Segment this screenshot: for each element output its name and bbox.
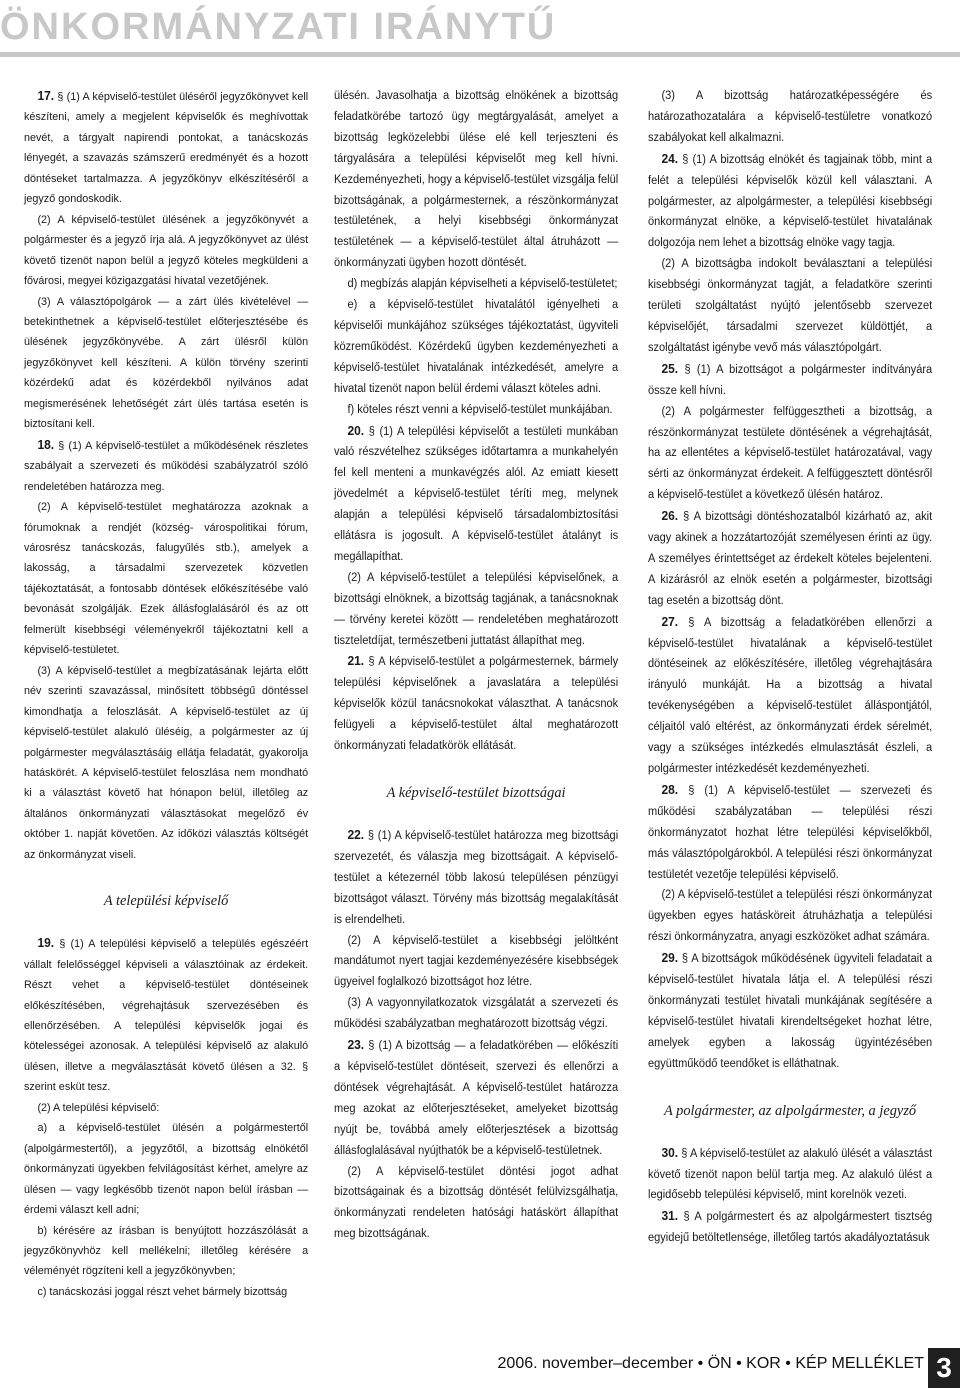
section-number: 18.	[37, 437, 55, 452]
paragraph-text: § A képviselő-testület a polgármesternek, bármely települési képviselőnek a javaslatára a települési képviselők közül tanácsnokokat választhat. A tanácsnok felügyeli a képviselő-testület által meghatározott önkormányzati feladatkörök ellátását.	[334, 656, 619, 753]
paragraph: a) a képviselő-testület ülésén a polgármestertől (alpolgármestertől), a jegyzőtől, a bizottság elnökétől önkormányzati ügyekben felvilágosítást kérhet, amelyre az ülésen — vagy legkésőbb tizenöt napon belül írásban — érdemi választ kell adni;	[24, 1122, 309, 1217]
paragraph	[648, 948, 932, 1074]
paragraph	[24, 435, 308, 497]
paragraph: (2) A képviselő-testület ülésének a jegyzőkönyvét a polgármester és a jegyző írja alá. A jegyzőkönyvet az ülést követő tizenöt napon belül a jegyző köteles megküldeni a fővárosi, megyei közigazgatási hivatal vezetőjének.	[24, 213, 309, 288]
section-number: 17.	[37, 89, 55, 103]
paragraph	[334, 651, 618, 757]
section-heading: A települési képviselő	[103, 893, 229, 910]
section-number: 22.	[347, 828, 365, 842]
paragraph: (3) A választópolgárok — a zárt ülés kivételével — betekinthetnek a képviselő-testület előterjesztésébe és ülésének jegyzőkönyvébe. A zárt ülésről külön jegyzőkönyvet kell készíteni. A külön törvény szerinti közérdekű adat és közérdekből nyilvános adat megismerésének lehetőségét zárt ülés tartása esetén is biztosítani kell.	[24, 295, 309, 431]
page-number: 3	[928, 1348, 960, 1388]
paragraph: (2) A polgármester felfüggesztheti a bizottság, a részönkormányzat testülete döntésének a végrehajtását, ha az ellentétes a képviselő-testület határozatával, vagy sérti az önkormányzat érdekeit. A felfüggesztett döntésről a képviselő-testület a következő ülésén határoz.	[648, 405, 933, 502]
paragraph: (2) A bizottságba indokolt beválasztani a települési kisebbségi önkormányzat tagját, a feladatköre szerinti területi szolgáltatást nyújtó jelentősebb szervezet képviselőjét, társadalmi szervezet küldöttjét, a szolgáltatást igénybe vevő más választópolgárt.	[648, 258, 933, 354]
section-heading: A polgármester, az alpolgármester, a jegyző	[664, 1102, 917, 1119]
paragraph-text: § (1) A települési képviselőt a testületi munkában való részvételhez szükséges időtartamra a munkahelyén fel kell menteni a munkavégzés alól. Az emiatt kiesett jövedelmét a képviselő-testület téríti meg, melynek alapján a települési képviselő társadalombiztosítási ellátásra is jogosult. A képviselő-testület átalányt is megállapíthat.	[334, 425, 619, 563]
paragraph: f) köteles részt venni a képviselő-testület munkájában.	[347, 403, 613, 416]
text-column-3	[648, 86, 932, 1249]
paragraph: (3) A bizottság határozatképességére és határozathozatalára a képviselő-testületre vonatkozó szabályokat kell alkalmazni.	[648, 90, 933, 144]
paragraph-text: § A képviselő-testület az alakuló ülését a választást követő tizenöt napon belül tartja meg. Az alakuló ülést a legidősebb települési képviselő, mint korelnök vezeti.	[648, 1147, 933, 1202]
section-number: 25.	[661, 361, 679, 376]
page-header-title: ÖNKORMÁNYZATI IRÁNYTŰ	[0, 6, 557, 48]
paragraph	[648, 359, 932, 402]
paragraph: (2) A képviselő-testület a települési képviselőnek, a bizottsági elnöknek, a bizottság tagjának, a tanácsnoknak — törvény keretei között — rendeletében meghatározott tiszteletdíjat, természetbeni juttatást állapíthat meg.	[334, 571, 619, 647]
paragraph	[334, 825, 618, 931]
paragraph: c) tanácskozási joggal részt vehet bármely bizottság	[37, 1285, 288, 1298]
paragraph	[24, 86, 308, 210]
paragraph-text: § (1) A képviselő-testület üléséről jegyzőkönyvet kell készíteni, amely a megjelent képviselők és meghívottak nevét, a tárgyalt napirendi pontokat, a tanácskozás lényegét, a szavazás számszerű eredményét és a hozott döntéseket tartalmazza. A jegyzőkönyv elkészítéséről a jegyző gondoskodik.	[24, 91, 309, 206]
paragraph: (2) A képviselő-testület döntési jogot adhat bizottságainak és a bizottság döntését felülvizsgálhatja, önkormányzati rendeleten hatósági hatáskört állapíthat meg bizottságának.	[334, 1165, 619, 1241]
paragraph	[648, 612, 932, 780]
paragraph-text: § (1) A képviselő-testület a működésének részletes szabályait a szervezeti és működési szabályzatról szóló rendeletében határozza meg.	[24, 439, 309, 493]
paragraph: b) kérésére az írásban is benyújtott hozzászólását a jegyzőkönyvhöz kell mellékelni; illetőleg kérésére a véleményét rögzíteni kell a jegyzőkönyvben;	[24, 1224, 309, 1278]
paragraph	[24, 933, 308, 1098]
paragraph	[648, 780, 932, 886]
paragraph-text: § (1) A bizottság elnökét és tagjainak több, mint a felét a települési képviselők közül kell választani. A polgármester, az alpolgármester, a települési kisebbségi önkormányzat elnöke, a képviselő-testület hivatalának dolgozója nem lehet a bizottság elnöke vagy tagja.	[648, 153, 933, 250]
paragraph-text: § A bizottság a feladatkörében ellenőrzi a képviselő-testület hivatalának a képviselő-testület döntéseinek az előkészítésére, illetőleg végrehajtására irányuló munkáját. Ha a bizottság a hivatal tevékenységében a képviselő-testület álláspontjától, céljaitól való eltérést, az önkormányzati érdek sérelmét, vagy a szükséges intézkedés elmulasztását észleli, a polgármester intézkedését kezdeményezheti.	[648, 616, 933, 775]
paragraph: (3) A képviselő-testület a megbízatásának lejárta előtt név szerinti szavazással, minősített többségű döntéssel kimondhatja a feloszlását. A képviselő-testület az új képviselő-testület alakuló üléséig, a polgármester az új polgármester megválasztásáig ellátja feladatát, gyakorolja hatáskörét. A képviselő-testület feloszlása nem mondható ki a választást követő hat hónapon belül, illetőleg az általános önkormányzati választásokat megelőző év október 1. napját követően. Az időközi választás költségét az önkormányzat viseli.	[24, 664, 309, 861]
section-number: 21.	[347, 654, 365, 669]
paragraph: (2) A képviselő-testület a települési részi önkormányzat ügyekben egyes hatásköreit átruházhatja a települési részi önkormányzatra, anyagi eszközöket adhat számára.	[648, 889, 933, 944]
paragraph	[648, 149, 932, 255]
section-number: 19.	[37, 936, 55, 951]
section-number: 23.	[347, 1038, 365, 1053]
paragraph	[334, 1035, 618, 1161]
header-rule	[0, 52, 960, 57]
paragraph: e) a képviselő-testület hivatalától igényelheti a képviselői munkájához szükséges tájékoztatást, ügyviteli közreműködést. Közérdekű ügyben kezdeményezheti a képviselő-testület hivatalának intézkedését, amelyre a hivatal tizenöt napon belül érdemi választ köteles adni.	[334, 299, 619, 395]
paragraph-text: § (1) A bizottságot a polgármester indítványára össze kell hívni.	[648, 363, 933, 397]
section-number: 30.	[661, 1145, 679, 1160]
paragraph: (2) A települési képviselő:	[37, 1101, 160, 1114]
paragraph: (2) A képviselő-testület meghatározza azoknak a fórumoknak a rendjét (község- várospolitikai fórum, városrész tanácskozás, falugyűlés stb.), amelyek a lakosság, a társadalmi szervezetek közvetlen tájékoztatását, a fontosabb döntések előkészítésébe való bevonását szolgálják. Ezek állásfoglalásáról és az ott felmerült kisebbségi véleményekről tájékoztatni kell a képviselő-testületet.	[24, 501, 309, 657]
paragraph-text: § (1) A bizottság — a feladatkörében — előkészíti a képviselő-testület döntéseit, szervezi és ellenőrzi a döntések végrehajtását. A képviselő-testület határozza meg azokat az előterjesztéseket, amelyeket bizottság nyújt be, továbbá amely előterjesztések a bizottság állásfoglalásával nyújthatók be a képviselő-testületnek.	[334, 1040, 619, 1157]
footer-publication-line: 2006. november–december • ÖN • KOR • KÉP MELLÉKLET	[497, 1355, 924, 1372]
paragraph	[648, 506, 932, 612]
paragraph-text: § A bizottságok működésének ügyviteli feladatait a képviselő-testület hivatala látja el. A települési részi önkormányzati testület hivatali munkájának segítésére a képviselő-testület hivatali kirendeltségeket hozhat létre, amelyek egyben a lakosság ügyintézésében együttműködő teendőket is elláthatnak.	[648, 953, 933, 1070]
paragraph: ülésén. Javasolhatja a bizottság elnökének a bizottság feladatkörébe tartozó ügy megtárgyalását, amelyet a bizottság legközelebbi ülése elé kell terjeszteni és tárgyalására a települési képviselőt meg kell hívni. Kezdeményezheti, hogy a képviselő-testület vizsgálja felül bizottságának, a polgármesternek, a részönkormányzat testületének, a helyi kisebbségi önkormányzat testületének — a képviselő-testület által átruházott — önkormányzati ügyben hozott döntését.	[334, 90, 619, 270]
paragraph-text: § (1) A képviselő-testület határozza meg bizottsági szervezetét, és válaszja meg bizottságait. A képviselő-testület a kétezernél több lakosú településen pénzügyi bizottságot választ. Törvény más bizottság megalakítását is elrendelheti.	[334, 830, 619, 926]
paragraph-text: § A polgármestert és az alpolgármestert tisztség egyidejű betöltetlensége, illetőleg tartós akadályoztatásuk	[648, 1211, 933, 1245]
section-heading: A képviselő-testület bizottságai	[386, 785, 566, 801]
section-number: 28.	[661, 782, 679, 797]
paragraph: d) megbízás alapján képviselheti a képviselő-testületet;	[347, 278, 618, 291]
text-column-1	[24, 86, 308, 1302]
section-number: 27.	[661, 614, 679, 629]
section-number: 20.	[347, 423, 365, 438]
paragraph-text: § A bizottsági döntéshozatalból kizárható az, akit vagy akinek a hozzátartozóját személyesen érinti az ügy. A személyes érintettséget az érdekelt köteles bejelenteni. A kizárásról az elnök esetén a polgármester, bizottsági tag esetén a bizottság dönt.	[648, 511, 933, 607]
paragraph-text: § (1) A képviselő-testület — szervezeti és működési szabályzatában — települési részi önkormányzatot hozhat létre települési képviselőkből, más választópolgárokból. A települési részi önkormányzat testületét vezetője települési képviselő.	[648, 784, 933, 881]
section-number: 24.	[661, 151, 679, 166]
paragraph-text: § (1) A települési képviselő a település egészéért vállalt felelősséggel képviseli a választóinak az érdekeit. Részt vehet a képviselő-testület döntéseinek előkészítésében, végrehajtásuk szervezésében és ellenőrzésében. A települési képviselők jogai és kötelességei azonosak. A települési képviselő az alakuló ülésen, illetve a megválasztását követő ülésen a 32. § szerint esküt tesz.	[24, 938, 309, 1094]
paragraph: (2) A képviselő-testület a kisebbségi jelöltként mandátumot nyert tagjai kezdeményezésére kisebbségek ügyeivel foglalkozó bizottságot hoz létre.	[334, 934, 619, 989]
paragraph	[648, 1206, 932, 1249]
section-number: 29.	[661, 951, 679, 966]
text-column-2	[334, 86, 618, 1245]
section-number: 31.	[661, 1209, 679, 1224]
section-number: 26.	[661, 509, 679, 524]
paragraph	[648, 1143, 932, 1207]
paragraph	[334, 421, 618, 568]
paragraph: (3) A vagyonnyilatkozatok vizsgálatát a szervezeti és működési szabályzatban meghatározott bizottság végzi.	[334, 997, 619, 1031]
